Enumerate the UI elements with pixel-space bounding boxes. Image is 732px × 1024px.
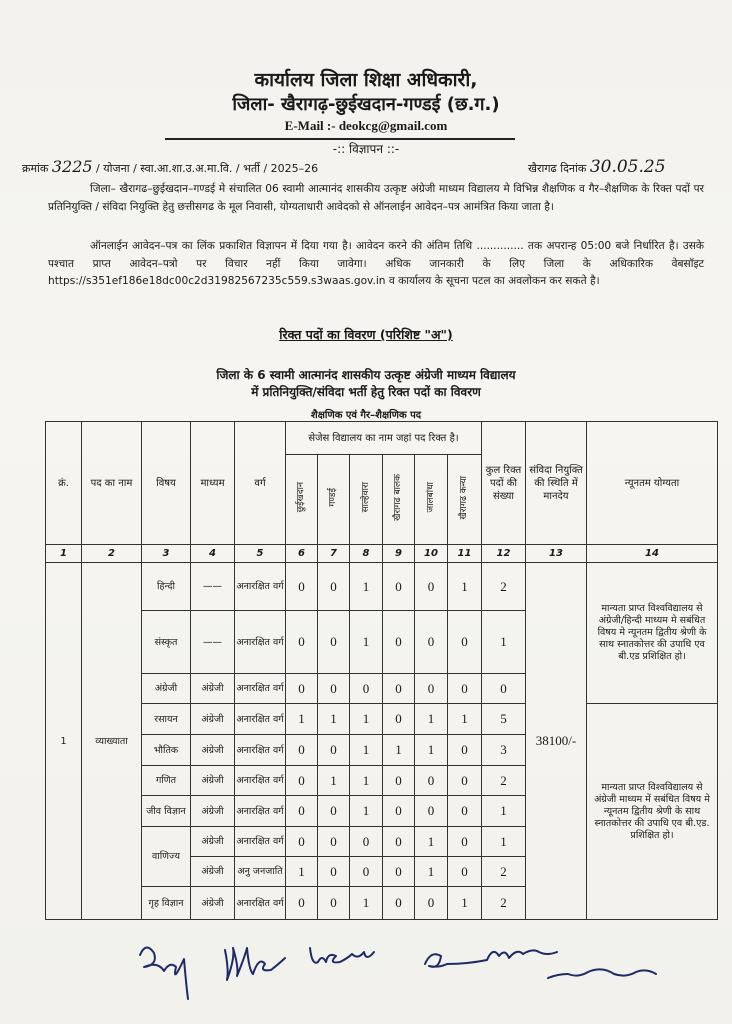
signatures-area — [0, 920, 732, 1024]
col-no: 12 — [482, 545, 526, 563]
col-no: 2 — [82, 545, 142, 563]
cell-category: अनु जनजाति — [235, 857, 286, 887]
notice-date — [528, 157, 666, 177]
cell-category: अनारक्षित वर्ग — [235, 887, 286, 920]
cell-value: 0 — [318, 674, 350, 704]
header-post: पद का नाम — [82, 422, 142, 545]
cell-value: 0 — [448, 674, 482, 704]
cell-value: 1 — [350, 563, 383, 611]
cell-total: 2 — [482, 766, 526, 796]
cell-value: 1 — [350, 611, 383, 674]
cell-value: 0 — [318, 827, 350, 857]
table-title-line3: शैक्षणिक एवं गैर–शैक्षणिक पद — [310, 410, 422, 421]
column-number-row — [46, 545, 718, 563]
ref-prefix: क्रमांक — [22, 162, 49, 175]
cell-value: 0 — [318, 735, 350, 766]
cell-salary: 38100/- — [526, 563, 587, 920]
col-no: 5 — [235, 545, 286, 563]
cell-medium: अंग्रेजी — [191, 887, 235, 920]
date-prefix: खैरागढ दिनांक — [528, 162, 587, 175]
cell-total: 1 — [482, 796, 526, 827]
col-no: 10 — [415, 545, 448, 563]
cell-medium: अंग्रेजी — [191, 827, 235, 857]
cell-value: 0 — [415, 887, 448, 920]
cell-value: 1 — [448, 887, 482, 920]
table-row — [46, 704, 718, 735]
cell-value: 0 — [415, 563, 448, 611]
cell-value: 0 — [286, 611, 318, 674]
cell-subject: गणित — [142, 766, 191, 796]
cell-value: 0 — [448, 611, 482, 674]
cell-value: 0 — [383, 766, 415, 796]
cell-value: 0 — [383, 674, 415, 704]
cell-value: 0 — [415, 611, 448, 674]
cell-medium: अंग्रेजी — [191, 857, 235, 887]
cell-value: 1 — [350, 704, 383, 735]
header-school-4: खैरागढ बालक — [383, 455, 415, 545]
cell-value: 0 — [286, 563, 318, 611]
cell-value: 1 — [318, 704, 350, 735]
col-no: 8 — [350, 545, 383, 563]
header-sno: क्रं. — [46, 422, 82, 545]
cell-qualification-2: मान्यता प्राप्त विश्वविद्यालय से अंग्रेजी माध्यम में सबंधित विषय मे न्यूनतम द्वितीय श्रेणी के साथ स्नातकोत्तर की उपाधि एव बी.एड. प्रशिक्षित हो। — [587, 704, 718, 920]
cell-category: अनारक्षित वर्ग — [235, 674, 286, 704]
col-no: 3 — [142, 545, 191, 563]
cell-medium: अंग्रेजी — [191, 704, 235, 735]
col-no: 4 — [191, 545, 235, 563]
cell-total: 5 — [482, 704, 526, 735]
date-handwritten: 30.05.25 — [589, 157, 666, 177]
header-school-1: छुईखदान — [286, 455, 318, 545]
cell-qualification-1: मान्यता प्राप्त विश्वविद्यालय से अंग्रेजी/हिन्दी माध्यम मे सबंधित विषय मे न्यूनतम द्वितीय श्रेणी के साथ स्नातकोत्तर की उपाधि एव बी.एड प्रशिक्षित हो। — [587, 563, 718, 704]
cell-value: 0 — [415, 766, 448, 796]
cell-value: 0 — [383, 796, 415, 827]
cell-value: 0 — [286, 796, 318, 827]
cell-subject: संस्कृत — [142, 611, 191, 674]
cell-subject: हिन्दी — [142, 563, 191, 611]
cell-medium: अंग्रेजी — [191, 674, 235, 704]
signature-3 — [310, 948, 374, 963]
header-qualification: न्यूनतम योग्यता — [587, 422, 718, 545]
cell-value: 1 — [286, 857, 318, 887]
cell-value: 0 — [415, 674, 448, 704]
cell-value: 0 — [448, 857, 482, 887]
cell-value: 1 — [286, 704, 318, 735]
cell-subject: भौतिक — [142, 735, 191, 766]
signature-2 — [225, 948, 285, 980]
cell-medium: —— — [191, 563, 235, 611]
cell-value: 0 — [286, 827, 318, 857]
table-row — [46, 563, 718, 611]
col-no: 6 — [286, 545, 318, 563]
cell-value: 0 — [318, 857, 350, 887]
cell-value: 0 — [448, 827, 482, 857]
col-no: 1 — [46, 545, 82, 563]
cell-value: 1 — [415, 857, 448, 887]
cell-total: 1 — [482, 827, 526, 857]
cell-category: अनारक्षित वर्ग — [235, 796, 286, 827]
cell-value: 0 — [286, 735, 318, 766]
header-subject: विषय — [142, 422, 191, 545]
cell-medium: अंग्रेजी — [191, 766, 235, 796]
cell-category: अनारक्षित वर्ग — [235, 611, 286, 674]
signature-4 — [425, 950, 557, 966]
cell-value: 1 — [350, 735, 383, 766]
header-school-3: साल्हेवारा — [350, 455, 383, 545]
cell-value: 0 — [448, 735, 482, 766]
cell-value: 1 — [448, 704, 482, 735]
col-no: 13 — [526, 545, 587, 563]
cell-medium: अंग्रेजी — [191, 735, 235, 766]
cell-value: 0 — [383, 563, 415, 611]
cell-subject: अंग्रेजी — [142, 674, 191, 704]
notice-label: -:: विज्ञापन ::- — [332, 142, 400, 156]
cell-value: 0 — [318, 887, 350, 920]
col-no: 14 — [587, 545, 718, 563]
cell-value: 0 — [383, 857, 415, 887]
cell-total: 2 — [482, 563, 526, 611]
cell-value: 1 — [448, 563, 482, 611]
cell-value: 0 — [415, 796, 448, 827]
cell-value: 1 — [415, 735, 448, 766]
cell-value: 0 — [383, 704, 415, 735]
section-title: रिक्त पदों का विवरण (परिशिष्ट "अ") — [279, 327, 453, 342]
col-no: 9 — [383, 545, 415, 563]
reference-number — [22, 157, 318, 176]
cell-value: 1 — [383, 735, 415, 766]
cell-value: 1 — [415, 704, 448, 735]
notice-paragraph-2: ऑनलाईन आवेदन–पत्र का लिंक प्रकाशित विज्ञापन में दिया गया है। आवेदन करने की अंतिम तिथि .............. तक अपरान्ह 05:00 बजे निर्धारित है। उसके पश्चात प्राप्त आवेदन–पत्रो पर विचार नहीं किया जावेगा। अधिक जानकारी के लिए जिला के अधिकारिक वेबसॉइट https://s351ef186e18dc00c2d31982567235c559.s3waas.gov.in व कार्यालय के सूचना पटल का अवलोकन कर सकते है। — [48, 240, 704, 288]
cell-category: अनारक्षित वर्ग — [235, 563, 286, 611]
cell-category: अनारक्षित वर्ग — [235, 735, 286, 766]
cell-value: 1 — [350, 887, 383, 920]
cell-value: 0 — [383, 827, 415, 857]
header-school-2: गण्डई — [318, 455, 350, 545]
header-schools-group: सेजेस विद्यालय का नाम जहां पद रिक्त है। — [286, 422, 482, 455]
cell-value: 0 — [286, 887, 318, 920]
office-title: कार्यालय जिला शिक्षा अधिकारी, — [254, 69, 478, 91]
cell-category: अनारक्षित वर्ग — [235, 766, 286, 796]
cell-value: 0 — [350, 674, 383, 704]
header-school-5: जालबांधा — [415, 455, 448, 545]
cell-value: 0 — [286, 674, 318, 704]
vacancy-table — [45, 421, 718, 920]
notice-paragraph-1: जिला– खैरागढ–छुईखदान–गण्डई मे संचालित 06 स्वामी आत्मानंद शासकीय उत्कृष्ट अंग्रेजी माध्यम विद्यालय मे विभिन्न शैक्षणिक व गैर–शैक्षणिक के रिक्त पदों पर प्रतिनियुक्ति / संविदा नियुक्ति हेतु छत्तीसगढ के मूल निवासी, योग्यताधारी आवेदको से ऑनलाईन आवेदन–पत्र आमंत्रित किया जाता है। — [48, 183, 704, 213]
header-salary: संविदा नियुक्ति की स्थिति में मानदेय — [526, 422, 587, 545]
cell-subject: गृह विज्ञान — [142, 887, 191, 920]
header-school-6: खैरागढ कन्या — [448, 455, 482, 545]
cell-medium: अंग्रेजी — [191, 796, 235, 827]
cell-value: 0 — [318, 563, 350, 611]
cell-total: 0 — [482, 674, 526, 704]
cell-value: 0 — [318, 796, 350, 827]
office-email: E-Mail :- deokcg@gmail.com — [284, 118, 448, 133]
cell-total: 1 — [482, 611, 526, 674]
cell-total: 2 — [482, 887, 526, 920]
cell-value: 0 — [350, 827, 383, 857]
cell-value: 0 — [448, 766, 482, 796]
cell-value: 0 — [318, 611, 350, 674]
cell-subject: जीव विज्ञान — [142, 796, 191, 827]
col-no: 7 — [318, 545, 350, 563]
ref-suffix: / योजना / स्वा.आ.शा.उ.अ.मा.वि. / भर्ती / 2025–26 — [96, 162, 319, 175]
cell-total: 3 — [482, 735, 526, 766]
district-title: जिला- खैरागढ़-छुईखदान-गण्डई (छ.ग.) — [232, 94, 500, 115]
col-no: 11 — [448, 545, 482, 563]
header-medium: माध्यम — [191, 422, 235, 545]
cell-sno: 1 — [46, 563, 82, 920]
cell-category: अनारक्षित वर्ग — [235, 827, 286, 857]
cell-post: व्याख्याता — [82, 563, 142, 920]
cell-subject: रसायन — [142, 704, 191, 735]
header-total: कुल रिक्त पदों की संख्या — [482, 422, 526, 545]
cell-value: 0 — [286, 766, 318, 796]
ref-number-handwritten: 3225 — [51, 157, 93, 176]
cell-category: अनारक्षित वर्ग — [235, 704, 286, 735]
cell-medium: —— — [191, 611, 235, 674]
header-category: वर्ग — [235, 422, 286, 545]
signature-5 — [548, 969, 656, 978]
cell-value: 0 — [383, 887, 415, 920]
cell-value: 1 — [318, 766, 350, 796]
cell-subject-commerce: वाणिज्य — [142, 827, 191, 887]
cell-value: 1 — [350, 796, 383, 827]
cell-value: 0 — [448, 796, 482, 827]
cell-value: 1 — [350, 766, 383, 796]
table-title-line1: जिला के 6 स्वामी आत्मानंद शासकीय उत्कृष्ट अंग्रेजी माध्यम विद्यालय — [216, 368, 516, 382]
cell-total: 2 — [482, 857, 526, 887]
table-title-line2: में प्रतिनियुक्ति/संविदा भर्ती हेतु रिक्त पदों का विवरण — [251, 385, 481, 399]
cell-value: 1 — [415, 827, 448, 857]
cell-value: 0 — [350, 857, 383, 887]
cell-value: 0 — [383, 611, 415, 674]
signature-1 — [140, 947, 188, 999]
